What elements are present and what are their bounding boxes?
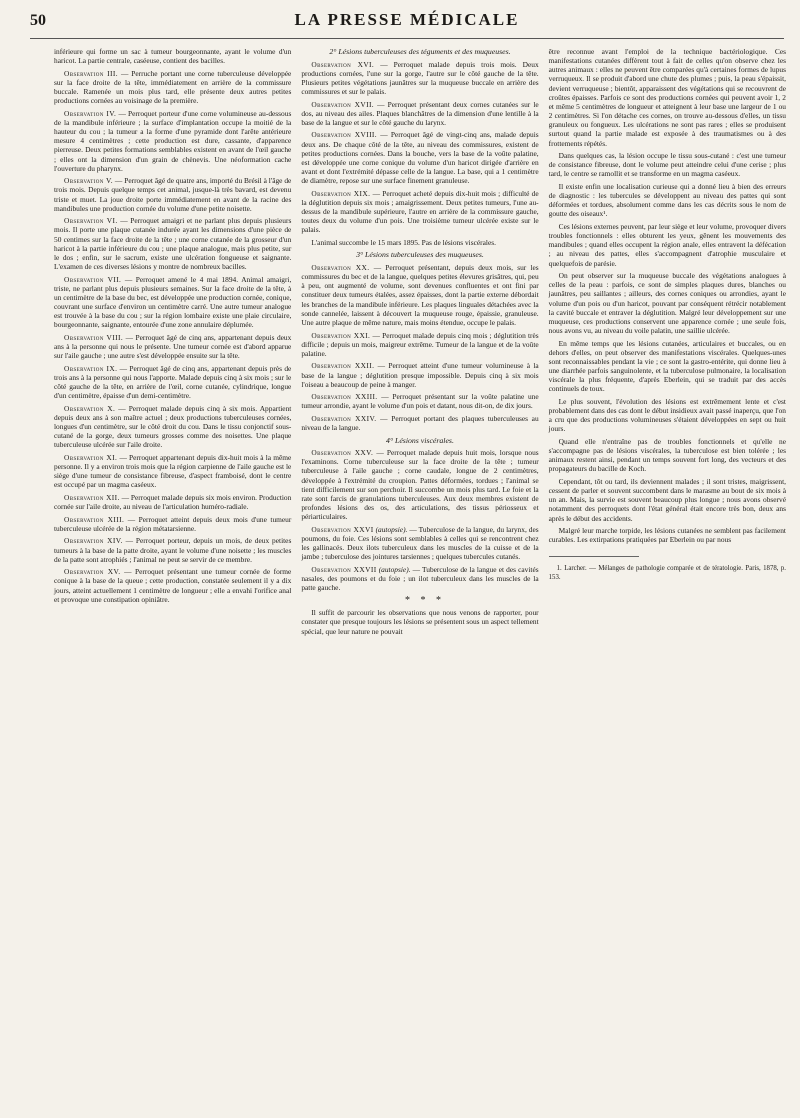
body-paragraph: En même temps que les lésions cutanées, articulaires et buccales, ou en dehors d'elles, on peut observer des manifestations viscérales. Quelques-unes sont reconnaissables pendant la vie ; ce sont la gastro-entérite, qui donne lieu à une diarrhée parfois sanguinolente, et la tuberculose pulmonaire, la localisation viscérale la plus fréquente, d'après Eberlein, qui se traduit par des accès continuels de toux. xyxy=(548,338,786,394)
observation-text: — Perroquet âgé de vingt-cinq ans, malade depuis deux ans. De chaque côté de la tête, au niveau des commissures, existent de petites productions cornées. Dans la bouche, vers la base de la voûte palatine, est développée une corne conique du volume d'un haricot dirigée d'arrière en avant et dont l'extrémité dépasse celle de la langue. La base, qui a 1 centimètre de diamètre, repose sur une surface finement granuleuse. xyxy=(301,130,539,186)
observation-label: Observation XVI. xyxy=(311,59,375,69)
observation-label: Observation XIX. xyxy=(311,188,371,198)
observation-text: — Perroquet présentant une tumeur cornée de forme conique à la base de la queue ; cette production, constatée seulement il y a dix jours, atteint actuellement 1 centimètre de longueur ; elle a envahi l'orifice anal et provoque une constipation opiniâtre. xyxy=(54,567,292,604)
observation-text: — Perroquet présentant sur la voûte palatine une tumeur arrondie, ayant le volume d'un pois et datant, nous dit-on, de dix jours. xyxy=(301,392,539,411)
observation-paragraph xyxy=(301,414,538,432)
body-paragraph: On peut observer sur la muqueuse buccale des végétations analogues à celles de la peau : parfois, ce sont de simples plaques dures, blanches ou jaunâtres, peu saillantes ; ailleurs, des cornes coniques ou arrondies, ayant le volume d'un pois ou d'un haricot, pouvant par conséquent rétrécir notablement la cavité buccale et entraver la déglutition. Malgré leur développement sur une muqueuse, ces productions conservent une apparence cornée ; une seule fois, nous avons vu, au niveau du voile palatin, une saillie ulcérée. xyxy=(548,271,786,336)
observation-text: — Perroquet présentant, depuis deux mois, sur les commissures du bec et de la langue, quelques petites élevures grisâtres, qui, peu à peu, ont augmenté de volume, sont devenues confluentes et ont fini par constituer deux tumeurs étalées, assez épaisses, dont la partie externe débordait les branches de la mandibule inférieure. Les plaques linguales détachées avec la sonde cannelée, laissent à découvert la muqueuse rouge, épaissie, granuleuse. Une autre plaque de même nature, mais moins étendue, occupe le palais. xyxy=(301,263,539,327)
observation-text: — Tuberculose de la langue, du larynx, des poumons, du foie. Ces lésions sont semblables à celles qui se rencontrent chez les gallinacés. Deux ilots tuberculeux dans les muscles de la cuisse et de la jambe ; tuberculose des jointures tarsiennes ; quelques tubercules cutanés. xyxy=(301,524,539,562)
observation-text: — Perroquet atteint depuis deux mois d'une tumeur tuberculeuse ulcérée de la région métatarsienne. xyxy=(54,514,292,533)
observation-text: — Perroquet atteint d'une tumeur volumineuse à la base de la langue ; déglutition presque impossible. Depuis cinq à six mois l'oiseau a beaucoup de peine à manger. xyxy=(301,361,539,389)
observation-paragraph xyxy=(301,189,538,235)
body-paragraph: Le plus souvent, l'évolution des lésions est extrêmement lente et c'est probablement dans des cas dont le début insidieux avait passé inaperçu, que l'on a cru que des productions volumineuses s'étaient développées en sept ou huit jours. xyxy=(548,396,786,434)
observation-label: Observation XI. xyxy=(64,452,118,462)
observation-label: Observation XXII. xyxy=(311,361,375,371)
observation-text: — Perroquet présentant deux cornes cutanées sur le dos, au niveau des ailes. Plaques blanchâtres de la dimension d'une lentille à la base de la langue et sur le côté gauche du larynx. xyxy=(301,99,539,127)
observation-label: Observation IV. xyxy=(64,108,117,118)
observation-paragraph xyxy=(301,263,538,327)
observation-text: — Perroquet malade depuis cinq mois ; déglutition très difficile ; depuis un mois, maigreur extrême. Tumeur de la langue et de la voûte palatine. xyxy=(301,330,539,358)
body-paragraph: inférieure qui forme un sac à tumeur bourgeonnante, ayant le volume d'un haricot. La partie centrale, caséeuse, contient des bacilles. xyxy=(54,47,292,66)
observation-paragraph xyxy=(54,109,291,173)
observation-text: — Perroquet porteur d'une corne volumineuse au-dessous de la mandibule inférieure ; la surface d'implantation occupe la moitié de la hauteur du cou ; la tumeur a la forme d'une pyramide dont l'arête antérieure mesure 4 centimètres ; cette production est dure, cassante, d'apparence pierreuse. Deux petites formations semblables existent en avant de l'œil gauche ; elles ont la dimension d'un grain de chènevis. Une néoformation cache l'ouverture du pharynx. xyxy=(54,108,292,173)
body-paragraph: Ces lésions externes peuvent, par leur siège et leur volume, provoquer divers troubles fonctionnels : elles obturent les yeux, gênent les mouvements des mandibules ; quand elles occupent la région anale, elles entravent la défécation ; au niveau des pattes, elles s'accompagnent d'atrophie musculaire et quelquefois de parésie. xyxy=(548,221,786,268)
column-right xyxy=(549,47,786,639)
observation-paragraph xyxy=(301,130,538,185)
observation-paragraph xyxy=(54,453,291,490)
observation-paragraph xyxy=(54,333,291,360)
observation-paragraph xyxy=(301,361,538,388)
observation-paragraph xyxy=(54,69,291,106)
observation-text: — Perroquet malade depuis six mois environ. Production cornée sur l'aile droite, au niveau de l'articulation huméro-radiale. xyxy=(54,492,292,512)
observation-paragraph xyxy=(301,448,538,521)
observation-label: Observation VI. xyxy=(64,216,118,226)
observation-paragraph xyxy=(54,536,291,563)
observation-paragraph xyxy=(301,392,538,410)
observation-label: Observation XX. xyxy=(311,263,370,273)
body-paragraph: être reconnue avant l'emploi de la technique bactériologique. Ces manifestations cutanées diffèrent tout à fait de celles qu'on observe chez les autres animaux : elles ne peuvent être comparées qu'à certaines formes de lupus verruqueux. Il se produit d'abord une chute des plumes ; puis, la peau s'épaissit, devient verruqueuse ; bientôt, apparaissent des végétations qui se recouvrent de croûtes épaisses. Parfois ce sont des productions cornées qui peuvent avoir 1, 2 et même 5 centimètres de longueur et atteignent à leur base une largeur de 1 ou 2 centimètres. Si l'on détache ces cornes, on trouve au-dessous d'elles, un tissu granuleux ou fongueux. Les ulcérations ne sont pas rares ; elles se produisent surtout quand la partie malade est exposée à des traumatismes ou à des frottements répétés. xyxy=(548,47,786,148)
section-heading: 2° Lésions tuberculeuses des téguments et des muqueuses. xyxy=(329,47,511,56)
observation-label: Observation III. xyxy=(64,68,118,78)
observation-text: — Perroquet appartenant depuis dix-huit mois à la même personne. Il y a environ trois mois que la région carpienne de l'aile gauche est le siège d'une tumeur de consistance fibreuse, d'aspect framboisé, dont le centre est occupé par un magma caséeux. xyxy=(54,452,292,490)
observation-label: Observation XIV. xyxy=(64,536,123,546)
observation-label: Observation XXVII xyxy=(311,564,377,574)
observation-label: Observation XXV. xyxy=(311,448,374,458)
column-middle xyxy=(301,47,538,639)
observation-label: Observation XVIII. xyxy=(311,130,378,140)
section-heading: 3° Lésions tuberculeuses des muqueuses. xyxy=(356,250,484,260)
observation-label: Observation XV. xyxy=(64,567,121,577)
body-paragraph: Il existe enfin une localisation curieuse qui a donné lieu à bien des erreurs de diagnostic : les tubercules se développent au niveau des pattes qui sont déformées et tordues, absolument comme dans les cas décrits sous le nom de goutte des oiseaux¹. xyxy=(548,181,786,219)
observation-text: — Perroquet âgé de quatre ans, importé du Brésil à l'âge de trois mois. Depuis quelque temps cet animal, jusque-là très bavard, est devenu triste et muet. La joue droite porte immédiatement en avant de la racine des mandibules une production cornée du volume d'une petite noisette. xyxy=(54,176,292,213)
column-left xyxy=(54,47,291,639)
observation-paragraph xyxy=(301,60,538,97)
body-paragraph: Il suffit de parcourir les observations que nous venons de rapporter, pour constater que presque toujours les lésions se présentent sous un aspect tellement spécial, que leur nature ne pouvait xyxy=(301,608,539,636)
observation-paragraph xyxy=(54,216,291,271)
body-paragraph: Cependant, tôt ou tard, ils deviennent malades ; il sont tristes, maigrissent, cessent de parler et souvent succombent dans le marasme au bout de six mois à un an. Mais, la survie est souvent beaucoup plus longue ; nous avons observé notamment des perroquets dont l'état général était encore très bon, deux ans après le début des accidents. xyxy=(548,477,786,523)
observation-label: Observation VII. xyxy=(64,274,122,284)
observation-label: Observation XXI. xyxy=(311,330,371,340)
body-paragraph: L'animal succombe le 15 mars 1895. Pas de lésions viscérales. xyxy=(311,237,496,247)
observation-paragraph xyxy=(54,404,291,450)
observation-text: — Perroquet amaigri et ne parlant plus depuis plusieurs mois. Il porte une plaque cutanée indurée ayant les dimensions d'une pièce de 50 centimes sur la face droite de la tête ; une corne cutanée de la grosseur d'un haricot à la partie inférieure du cou ; une plaque analogue, mais plus petite, sur le dos ; enfin, sur le sacrum, existe une ulcération fongueuse et saignante. L'examen de ces diverses lésions y montre de nombreux bacilles. xyxy=(54,216,292,271)
footnote: 1. Larcher. — Mélanges de pathologie comparée et de tératologie. Paris, 1878, p. 153. xyxy=(548,565,786,581)
observation-label: Observation VIII. xyxy=(64,332,124,342)
observation-label: Observation XXIII. xyxy=(311,392,378,402)
footnote-rule xyxy=(549,556,639,561)
body-paragraph: Dans quelques cas, la lésion occupe le tissu sous-cutané : c'est une tumeur de consistance fibreuse, dont le volume peut atteindre celui d'une cerise ; plus tard, le centre se ramollit et se transforme en un magma caséeux. xyxy=(548,151,786,179)
body-paragraph: Malgré leur marche torpide, les lésions cutanées ne semblent pas facilement curables. Les extirpations pratiquées par Eberlein ou par nous xyxy=(548,526,786,545)
page-number: 50 xyxy=(30,12,46,29)
observation-text: — Tuberculose de la langue et des cavités nasales, des poumons et du foie ; un ilot tuberculeux dans les muscles de la patte gauche. xyxy=(301,564,539,593)
section-separator: * * * xyxy=(404,594,445,606)
observation-paragraph xyxy=(54,275,291,330)
observation-paragraph xyxy=(301,100,538,127)
observation-text: — Perroquet malade depuis cinq à six mois. Appartient depuis deux ans à son maître actuel ; deux productions tuberculeuses cornées, longues d'un centimètre, sur le côté droit du cou. Dans le tissu conjonctif sous-cutané de la gorge, deux tumeurs grosses comme des noisettes. Une plaque tuberculeuse ulcérée sur l'aile droite. xyxy=(54,403,292,450)
observation-paragraph xyxy=(301,331,538,358)
observation-label: Observation X. xyxy=(64,403,116,413)
observation-paragraph xyxy=(54,364,291,401)
text-columns xyxy=(54,47,786,639)
page-header xyxy=(30,0,784,39)
observation-text: — Perruche portant une corne tuberculeuse développée sur la face droite de la tête, immédiatement en arrière de la commissure buccale. Ramenée un mois plus tard, elle présente deux autres petites productions cornées au voisinage de la première. xyxy=(54,68,292,106)
observation-text: — Perroquet acheté depuis dix-huit mois ; difficulté de la déglutition depuis six mois ; amaigrissement. Deux petites tumeurs, l'une au-dessus de la mandibule supérieure, l'autre en arrière de la commissure gauche, toutes deux du volume d'un pois. Une troisième tumeur ulcérée existe sur le palais. xyxy=(301,188,539,235)
observation-label: Observation XVII. xyxy=(311,99,375,109)
observation-text: — Perroquet malade depuis trois mois. Deux productions cornées, l'une sur la gorge, l'autre sur le côté gauche de la tête. Plusieurs petites végétations jaunâtres sur la muqueuse buccale en arrière des commissures et sur le palais. xyxy=(301,59,539,97)
observation-label: Observation XXIV. xyxy=(311,413,377,423)
observation-text: — Perroquet porteur, depuis un mois, de deux petites tumeurs à la base de la patte droite, ayant le volume d'une noisette ; les muscles de la patte sont atrophiés ; l'animal ne peut se servir de ce membre. xyxy=(54,536,292,564)
section-heading: 4° Lésions viscérales. xyxy=(386,435,454,445)
observation-paragraph xyxy=(54,515,291,533)
journal-title: LA PRESSE MÉDICALE xyxy=(294,10,520,29)
observation-paragraph xyxy=(54,176,291,213)
observation-qualifier: (autopsie). xyxy=(378,564,411,574)
observation-text: — Perroquet âgé de cinq ans, appartenant depuis près de trois ans à la personne qui nous l'apporte. Malade depuis cinq à six mois ; sur le côté gauche de la tête, en arrière de l'œil, corne cutanée, cylindrique, longue d'un centimètre, épaisse d'un demi-centimètre. xyxy=(54,363,292,401)
observation-text: — Perroquet malade depuis huit mois, lorsque nous l'examinons. Corne tuberculeuse sur la face droite de la tête ; tumeur tuberculeuse à l'aile gauche ; corne caudale, longue de 2 centimètres, développée à l'extrémité du croupion. Pattes déformées, tordues ; l'animal se tient difficilement sur son perchoir. Il succombe un mois plus tard. Le foie et la rate sont farcis de granulations tuberculeuses. Aux deux membres existent de profondes lésions des os, des articulations, des tissus périosseux et périarticulaires. xyxy=(301,448,539,522)
observation-qualifier: (autopsie). xyxy=(375,524,408,534)
observation-paragraph xyxy=(301,525,538,562)
observation-paragraph xyxy=(301,565,538,592)
observation-paragraph xyxy=(54,567,291,604)
body-paragraph: Quand elle n'entraîne pas de troubles fonctionnels et qu'elle ne s'accompagne pas de lésions viscérales, la tuberculose est bien tolérée ; les animaux restent ainsi, pendant un temps souvent fort long, des vecteurs et des propagateurs du bacille de Koch. xyxy=(548,436,786,474)
observation-paragraph xyxy=(54,493,291,511)
observation-text: — Perroquet âgé de cinq ans, appartenant depuis deux ans à la personne qui nous le présente. Une tumeur cornée est d'abord apparue sur l'aile gauche ; une autre s'est développée ensuite sur la tête. xyxy=(54,332,292,361)
observation-label: Observation XII. xyxy=(64,492,120,502)
observation-text: — Perroquet amené le 4 mai 1894. Animal amaigri, triste, ne parlant plus depuis plusieurs semaines. Sur la face droite de la tête, à un centimètre de la base du bec, est développée une production cornée, conique, couvrant une surface d'environ un centimètre carré. Une autre tumeur analogue est trouvée à la base du cou ; sur la région lombaire existe une plaie circulaire, bourgeonnante, saignante, entourée d'une zone annulaire déplumée. xyxy=(54,274,292,330)
observation-label: Observation XIII. xyxy=(64,514,125,524)
observation-label: Observation V. xyxy=(64,176,114,186)
observation-label: Observation IX. xyxy=(64,363,118,373)
observation-text: — Perroquet portant des plaques tuberculeuses au niveau de la langue. xyxy=(301,413,539,433)
observation-label: Observation XXVI xyxy=(311,524,374,534)
